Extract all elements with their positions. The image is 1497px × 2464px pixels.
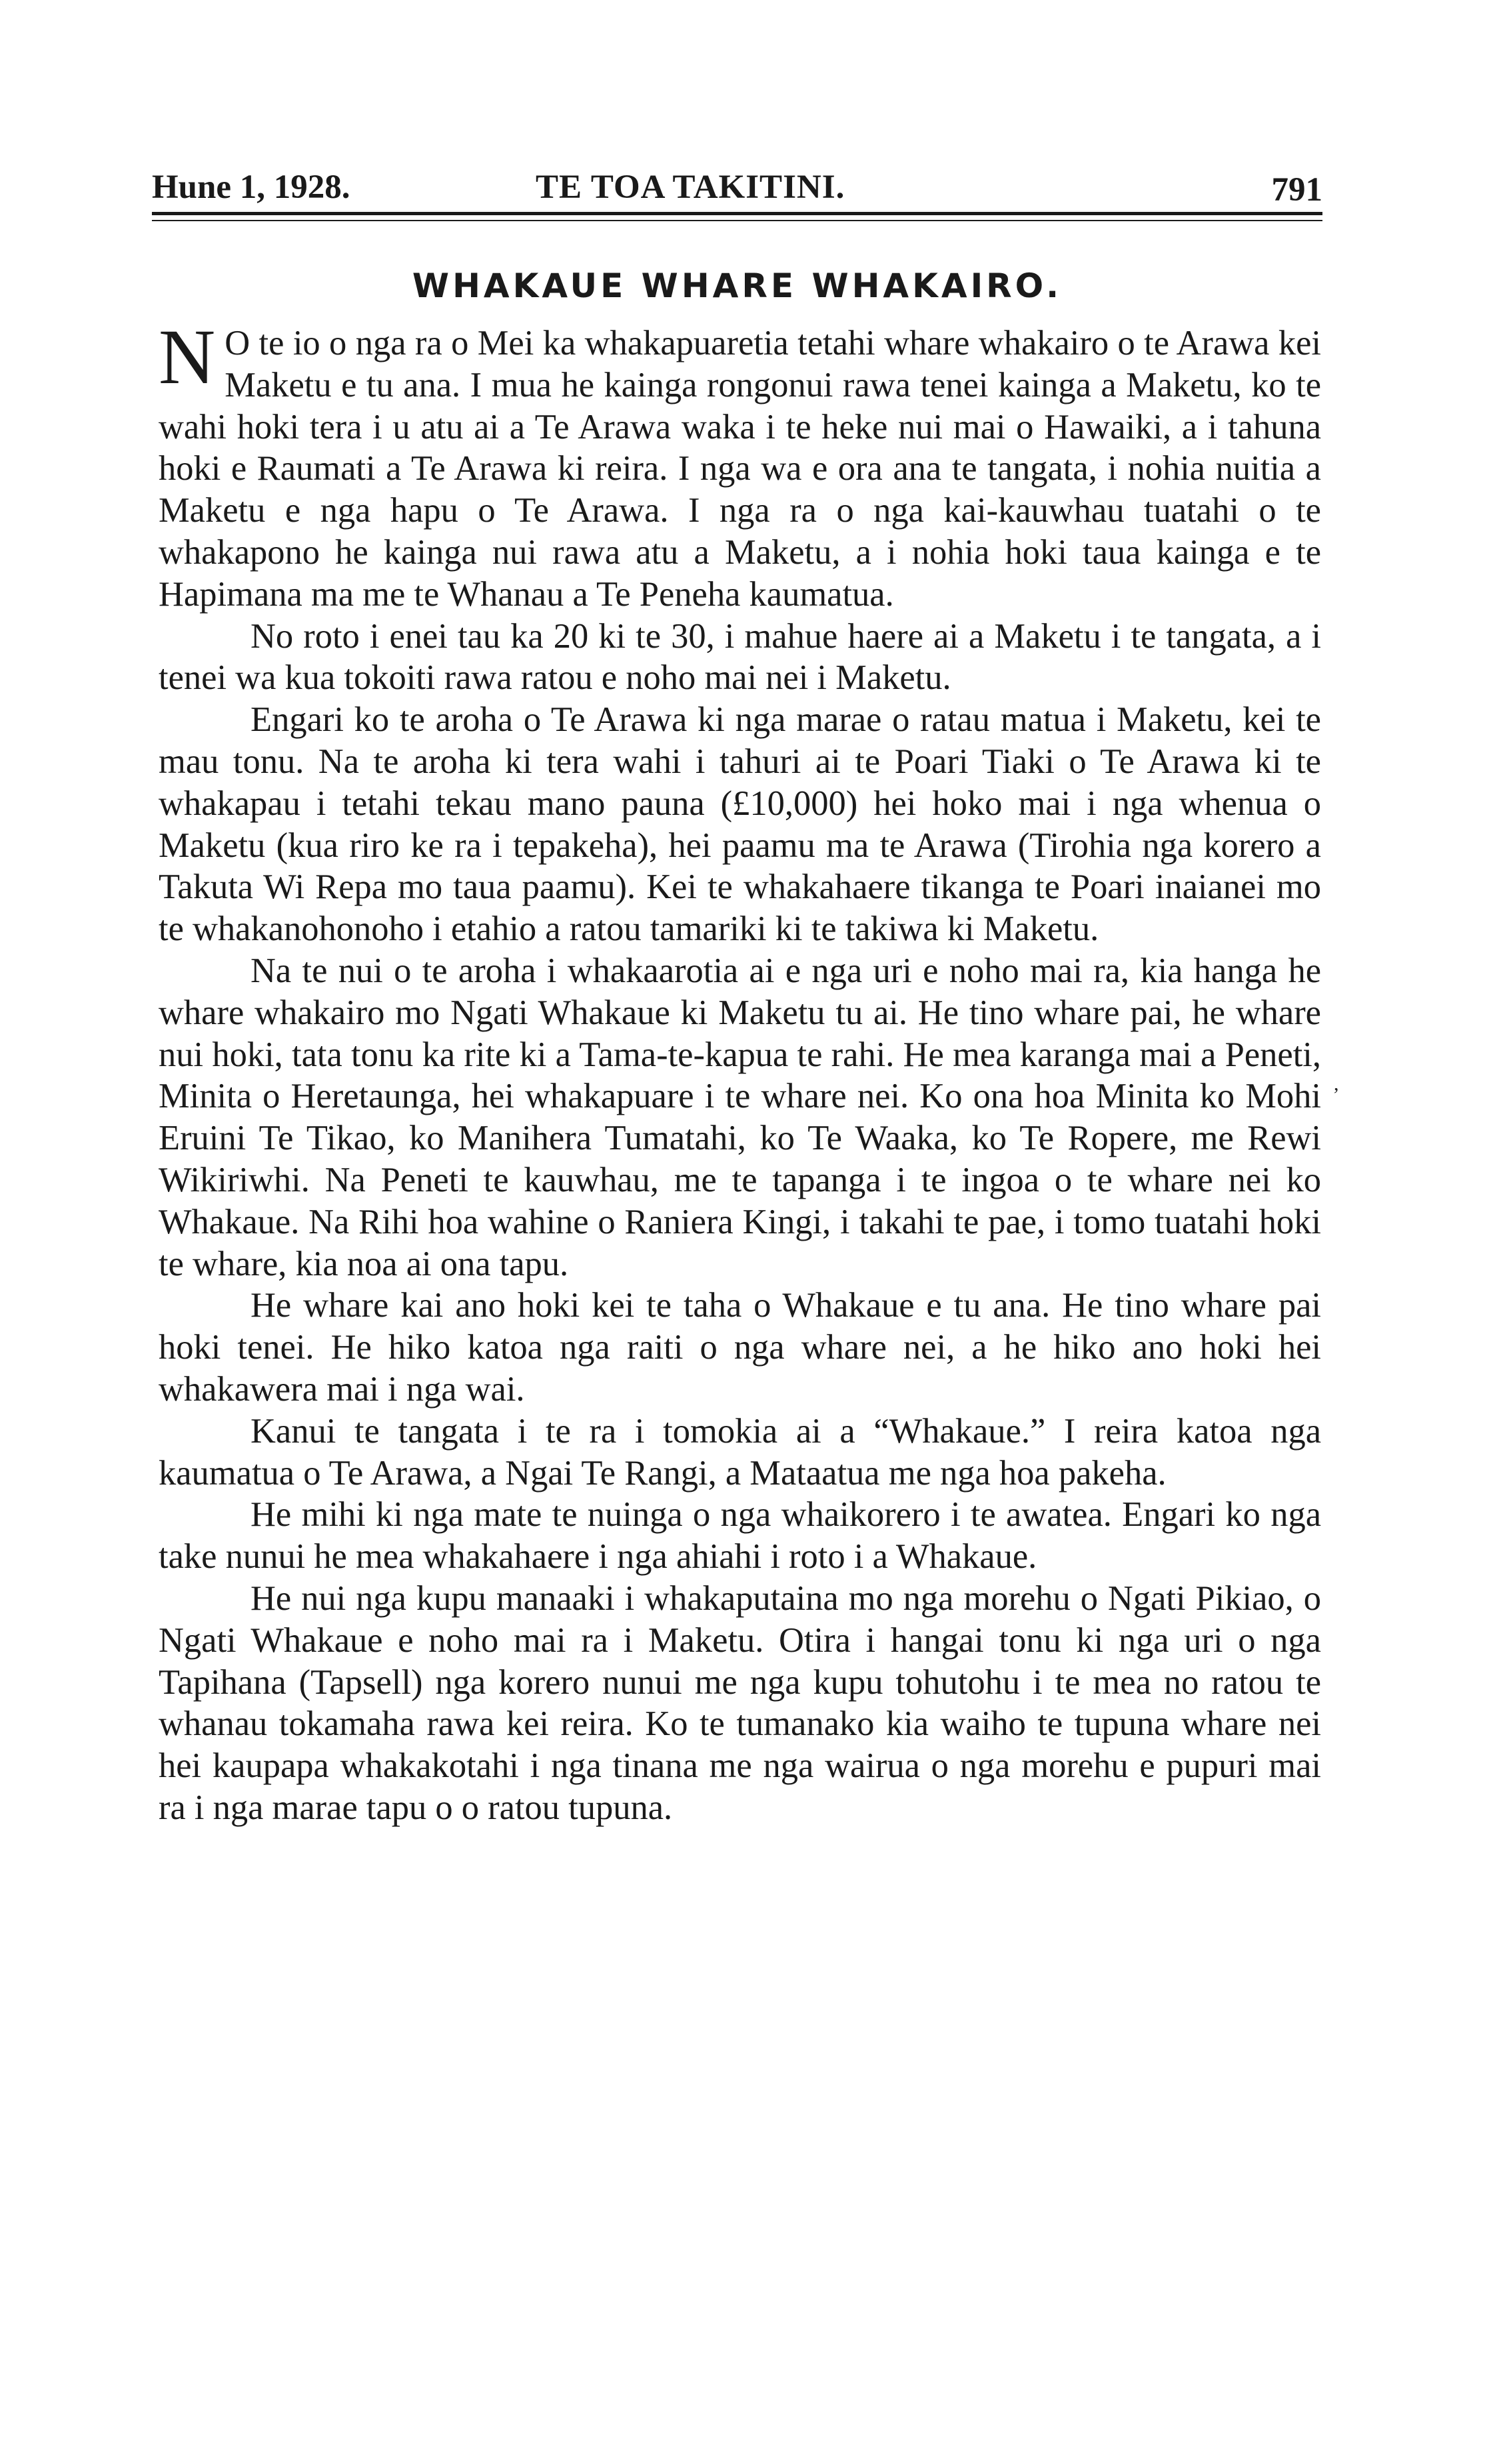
journal-title: TE TOA TAKITINI. xyxy=(536,169,845,206)
issue-date: Hune 1, 1928. xyxy=(152,169,350,206)
article-body xyxy=(159,313,1321,1829)
paragraph-1 xyxy=(159,313,1321,616)
article-title: WHAKAUE WHARE WHAKAIRO. xyxy=(412,267,1063,305)
paragraph-5: He whare kai ano hoki kei te taha o Whakaue e tu ana. He tino whare pai hoki tenei. He hiko katoa nga raiti o nga whare nei, a he hiko ano hoki hei whakawera mai i nga wai. xyxy=(159,1286,1321,1409)
header-rule-thin xyxy=(152,220,1322,221)
paragraph-8: He nui nga kupu manaaki i whakaputaina mo nga morehu o Ngati Pikiao, o Ngati Whakaue e noho mai ra i Maketu. Otira i hangai tonu ki nga uri o nga Tapihana (Tapsell) nga korero nunui me nga kupu tohutohu i te mea no ratou te whanau tokamaha rawa kei reira. Ko te tumanako kia waiho te tupuna whare nei hei kaupapa whakakotahi i nga tinana me nga wairua o nga morehu e pupuri mai ra i nga marae tapu o o ratou tupuna. xyxy=(159,1578,1321,1827)
paragraph-3: Engari ko te aroha o Te Arawa ki nga marae o ratau matua i Maketu, kei te mau tonu. Na te aroha ki tera wahi i tahuri ai te Poari Tiaki o Te Arawa ki te whakapau i tetahi tekau mano pauna (£10,000) hei hoko mai i nga whenua o Maketu (kua riro ke ra i tepakeha), hei paamu ma te Arawa (Tirohia nga korero a Takuta Wi Repa mo taua paamu). Kei te whakahaere tikanga te Poari inaianei mo te whakanohonoho i etahio a ratou tamariki ki te takiwa ki Maketu. xyxy=(159,700,1321,949)
paragraph-1-text: O te io o nga ra o Mei ka whakapuaretia tetahi whare whakairo o te Arawa kei Maketu e tu ana. I mua he kainga rongonui rawa tenei kainga a Maketu, ko te wahi hoki tera i u atu ai a Te Arawa waka i te heke nui mai o Hawaiki, a i tahuna hoki e Raumati a Te Arawa ki reira. I nga wa e ora ana te tangata, i nohia nuitia a Maketu e nga hapu o Te Arawa. I nga ra o nga kai-kauwhau tuatahi o te whakapono he kainga nui rawa atu a Maketu, a i nohia hoki taua kainga e te Hapimana ma me te Whanau a Te Peneha kaumatua. xyxy=(159,324,1321,614)
paragraph-2: No roto i enei tau ka 20 ki te 30, i mahue haere ai a Maketu i te tangata, a i tenei wa kua tokoiti rawa ratou e noho mai nei i Maketu. xyxy=(159,616,1321,698)
paragraph-4: Na te nui o te aroha i whakaarotia ai e nga uri e noho mai ra, kia hanga he whare whakairo mo Ngati Whakaue ki Maketu tu ai. He tino whare pai, he whare nui hoki, tata tonu ka rite ki a Tama-te-kapua te rahi. He mea karanga mai a Peneti, Minita o Heretaunga, hei whakapuare i te whare nei. Ko ona hoa Minita ko Mohi Eruini Te Tikao, ko Manihera Tumatahi, ko Te Waaka, ko Te Ropere, me Rewi Wikiriwhi. Na Peneti te kauwhau, me te tapanga i te ingoa o te whare nei ko Whakaue. Na Rihi hoa wahine o Raniera Kingi, i takahi te pae, i tomo tuatahi hoki te whare, kia noa ai ona tapu. xyxy=(159,951,1321,1283)
margin-mark: , xyxy=(1334,1073,1339,1095)
paragraph-7: He mihi ki nga mate te nuinga o nga whaikorero i te awatea. Engari ko nga take nunui he mea whakahaere i nga ahiahi i roto i a Whakaue. xyxy=(159,1495,1321,1576)
running-head xyxy=(152,168,1322,215)
page-number: 791 xyxy=(1271,171,1322,209)
header-rule-thick xyxy=(152,212,1322,215)
paragraph-6: Kanui te tangata i te ra i tomokia ai a “Whakaue.” I reira katoa nga kaumatua o Te Arawa, a Ngai Te Rangi, a Mataatua me nga hoa pakeha. xyxy=(159,1411,1321,1493)
drop-cap: N xyxy=(159,313,216,400)
